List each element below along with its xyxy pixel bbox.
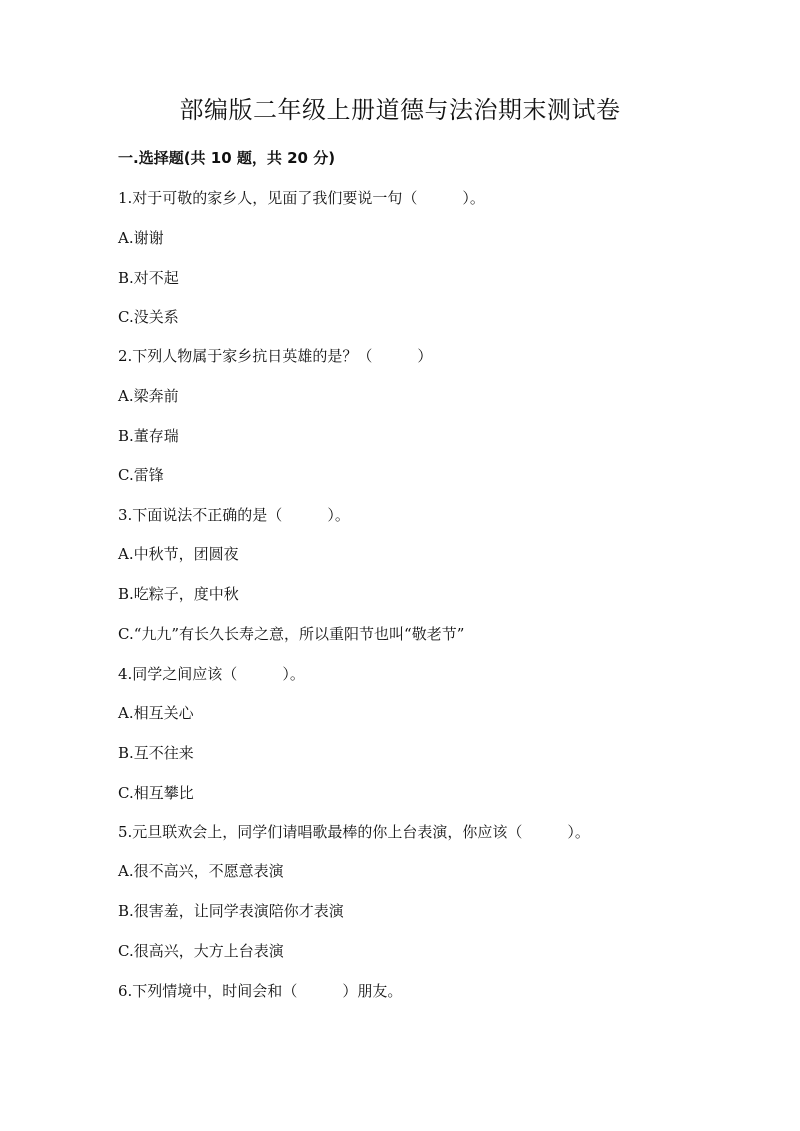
answer-option: A.相互关心 <box>118 704 194 722</box>
answer-option: C.“九九”有长久长寿之意，所以重阳节也叫“敬老节” <box>118 625 465 643</box>
answer-option: B.董存瑞 <box>118 427 179 445</box>
question-stem: 2.下列人物属于家乡抗日英雄的是？（ ） <box>118 347 433 365</box>
answer-option: A.梁奔前 <box>118 387 179 405</box>
page-title: 部编版二年级上册道德与法治期末测试卷 <box>179 96 621 124</box>
answer-option: A.很不高兴，不愿意表演 <box>118 862 284 880</box>
question-stem: 6.下列情境中，时间会和（ ）朋友。 <box>118 982 403 1000</box>
answer-option: B.吃粽子，度中秋 <box>118 585 239 603</box>
section-heading: 一.选择题(共 10 题，共 20 分) <box>118 149 336 167</box>
question-stem: 1.对于可敬的家乡人，见面了我们要说一句（ ）。 <box>118 189 485 207</box>
answer-option: A.谢谢 <box>118 229 164 247</box>
answer-option: C.相互攀比 <box>118 784 194 802</box>
question-stem: 3.下面说法不正确的是（ ）。 <box>118 506 350 524</box>
answer-option: B.很害羞，让同学表演陪你才表演 <box>118 902 344 920</box>
question-stem: 5.元旦联欢会上，同学们请唱歌最棒的你上台表演，你应该（ ）。 <box>118 823 590 841</box>
question-stem: 4.同学之间应该（ ）。 <box>118 665 305 683</box>
answer-option: A.中秋节，团圆夜 <box>118 545 239 563</box>
answer-option: B.互不往来 <box>118 744 194 762</box>
answer-option: C.雷锋 <box>118 466 164 484</box>
answer-option: C.没关系 <box>118 308 179 326</box>
answer-option: C.很高兴，大方上台表演 <box>118 942 284 960</box>
answer-option: B.对不起 <box>118 269 179 287</box>
